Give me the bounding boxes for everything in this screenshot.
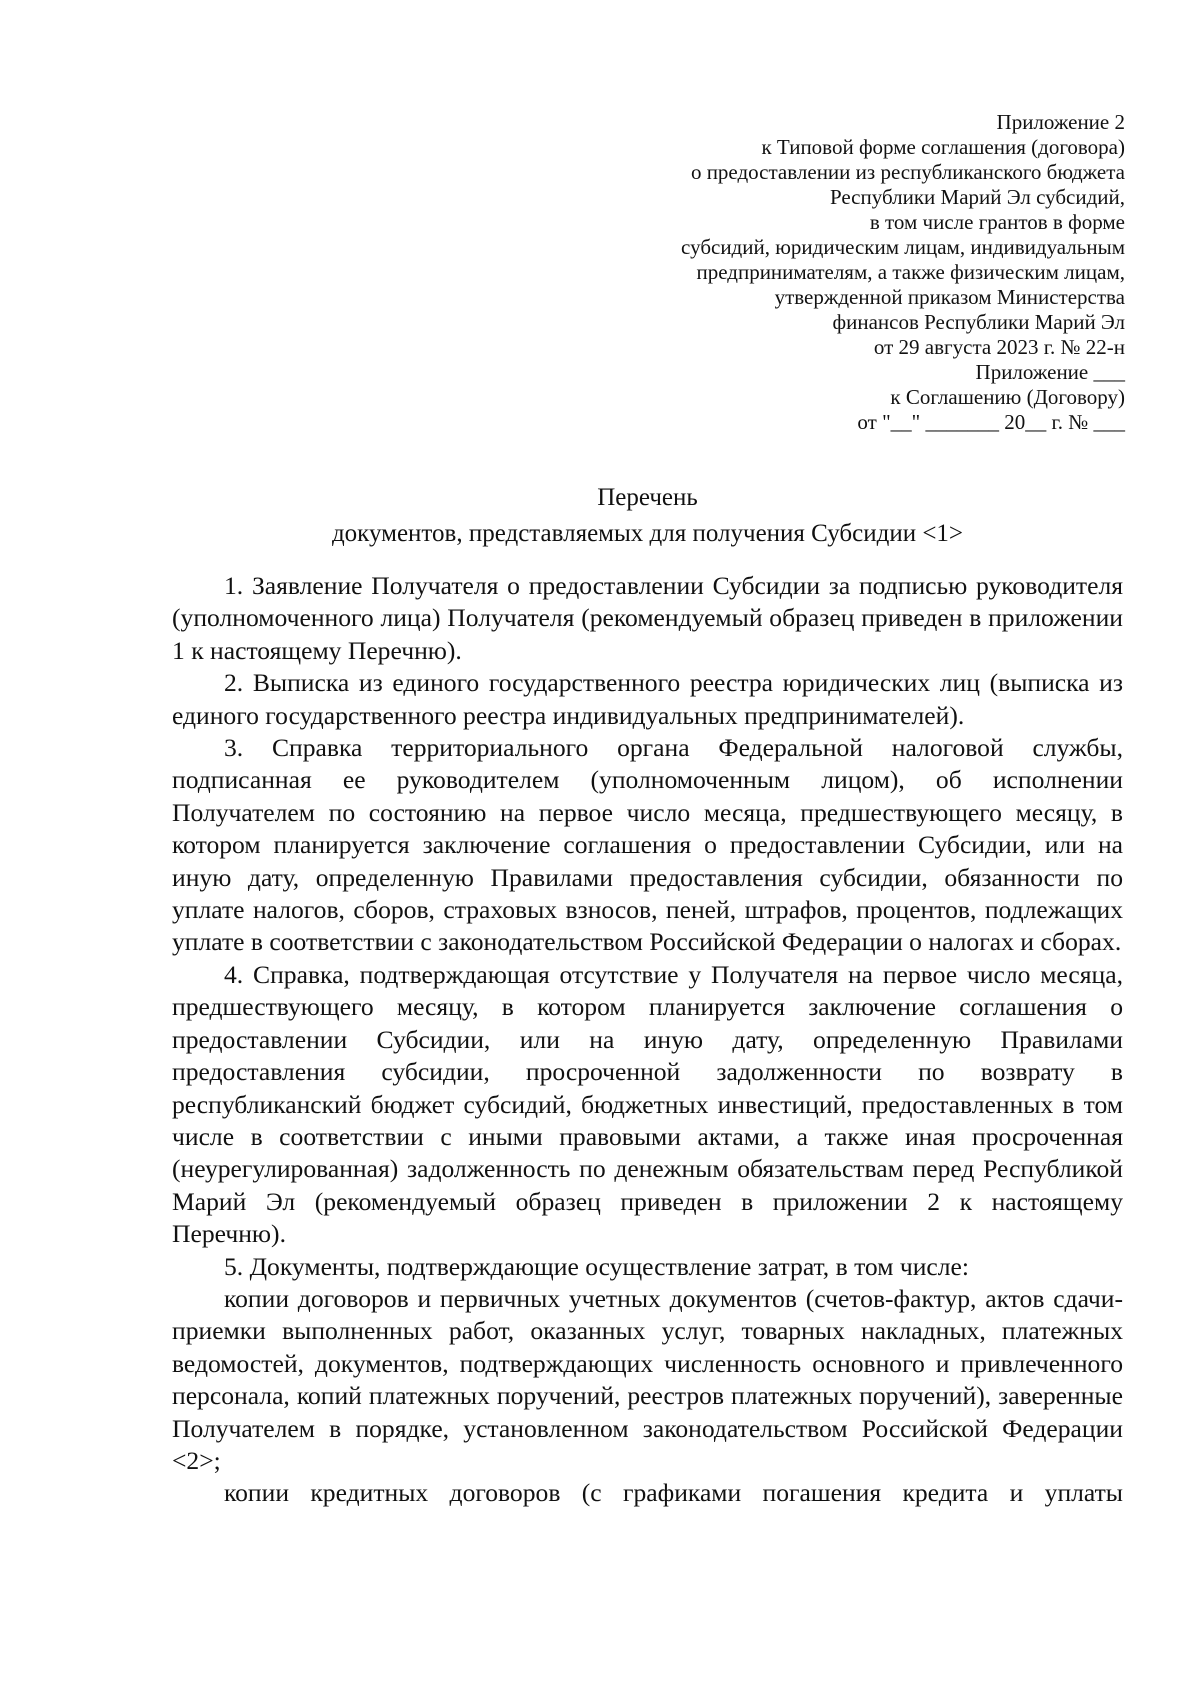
document-body [172,570,1123,1510]
header-line: к Типовой форме соглашения (договора) [761,135,1125,159]
header-line: Республики Марий Эл субсидий, [829,185,1125,209]
list-item-1: 1. Заявление Получателя о предоставлении Субсидии за подписью руководителя (уполномоченного лица) Получателя (рекомендуемый образец приведен в приложении 1 к настоящему Перечню). [172,571,1123,665]
header-line: от "__" _______ 20__ г. № ___ [857,410,1125,434]
sub-item-contracts-copies: копии договоров и первичных учетных документов (счетов-фактур, актов сдачи-приемки выполненных работ, оказанных услуг, товарных накладных, платежных ведомостей, документов, подтверждающих численность основного и привлеченного персонала, копий платежных поручений, реестров платежных поручений), заверенные Получателем в порядке, установленном законодательством Российской Федерации <2>; [172,1283,1123,1475]
header-line: предпринимателям, а также физическим лицам, [696,260,1125,284]
document-title [170,480,1125,552]
header-line: Приложение ___ [975,360,1125,384]
list-item-3: 3. Справка территориального органа Федеральной налоговой службы, подписанная ее руководителем (уполномоченным лицом), об исполнении Получателем по состоянию на первое число месяца, предшествующего месяцу, в котором планируется заключение соглашения о предоставлении Субсидии, или на иную дату, определенную Правилами предоставления субсидии, обязанности по уплате налогов, сборов, страховых взносов, пеней, штрафов, процентов, подлежащих уплате в соответствии с законодательством Российской Федерации о налогах и сборах. [172,733,1123,957]
header-line: в том числе грантов в форме [869,210,1125,234]
header-line: субсидий, юридическим лицам, индивидуальным [681,235,1125,259]
header-line: утвержденной приказом Министерства [774,285,1125,309]
title-subheading: документов, представляемых для получения Субсидии <1> [331,520,964,547]
appendix-header [560,110,1125,435]
header-line: от 29 августа 2023 г. № 22-н [873,335,1125,359]
header-line: к Соглашению (Договору) [890,385,1125,409]
header-line: о предоставлении из республиканского бюджета [690,160,1125,184]
list-item-2: 2. Выписка из единого государственного реестра юридических лиц (выписка из единого государственного реестра индивидуальных предпринимателей). [172,668,1123,730]
list-item-4: 4. Справка, подтверждающая отсутствие у Получателя на первое число месяца, предшествующего месяцу, в котором планируется заключение соглашения о предоставлении Субсидии, или на иную дату, определенную Правилами предоставления субсидии, просроченной задолженности по возврату в республиканский бюджет субсидий, бюджетных инвестиций, предоставленных в том числе в соответствии с иными правовыми актами, а также иная просроченная (неурегулированная) задолженность по денежным обязательствам перед Республикой Марий Эл (рекомендуемый образец приведен в приложении 2 к настоящему Перечню). [172,959,1123,1249]
header-line: финансов Республики Марий Эл [832,310,1125,334]
list-item-5: 5. Документы, подтверждающие осуществление затрат, в том числе: [224,1251,970,1281]
sub-item-credit-contracts: копии кредитных договоров (с графиками погашения кредита и уплаты [224,1478,1123,1508]
title-heading: Перечень [597,484,698,511]
header-line: Приложение 2 [996,110,1125,134]
